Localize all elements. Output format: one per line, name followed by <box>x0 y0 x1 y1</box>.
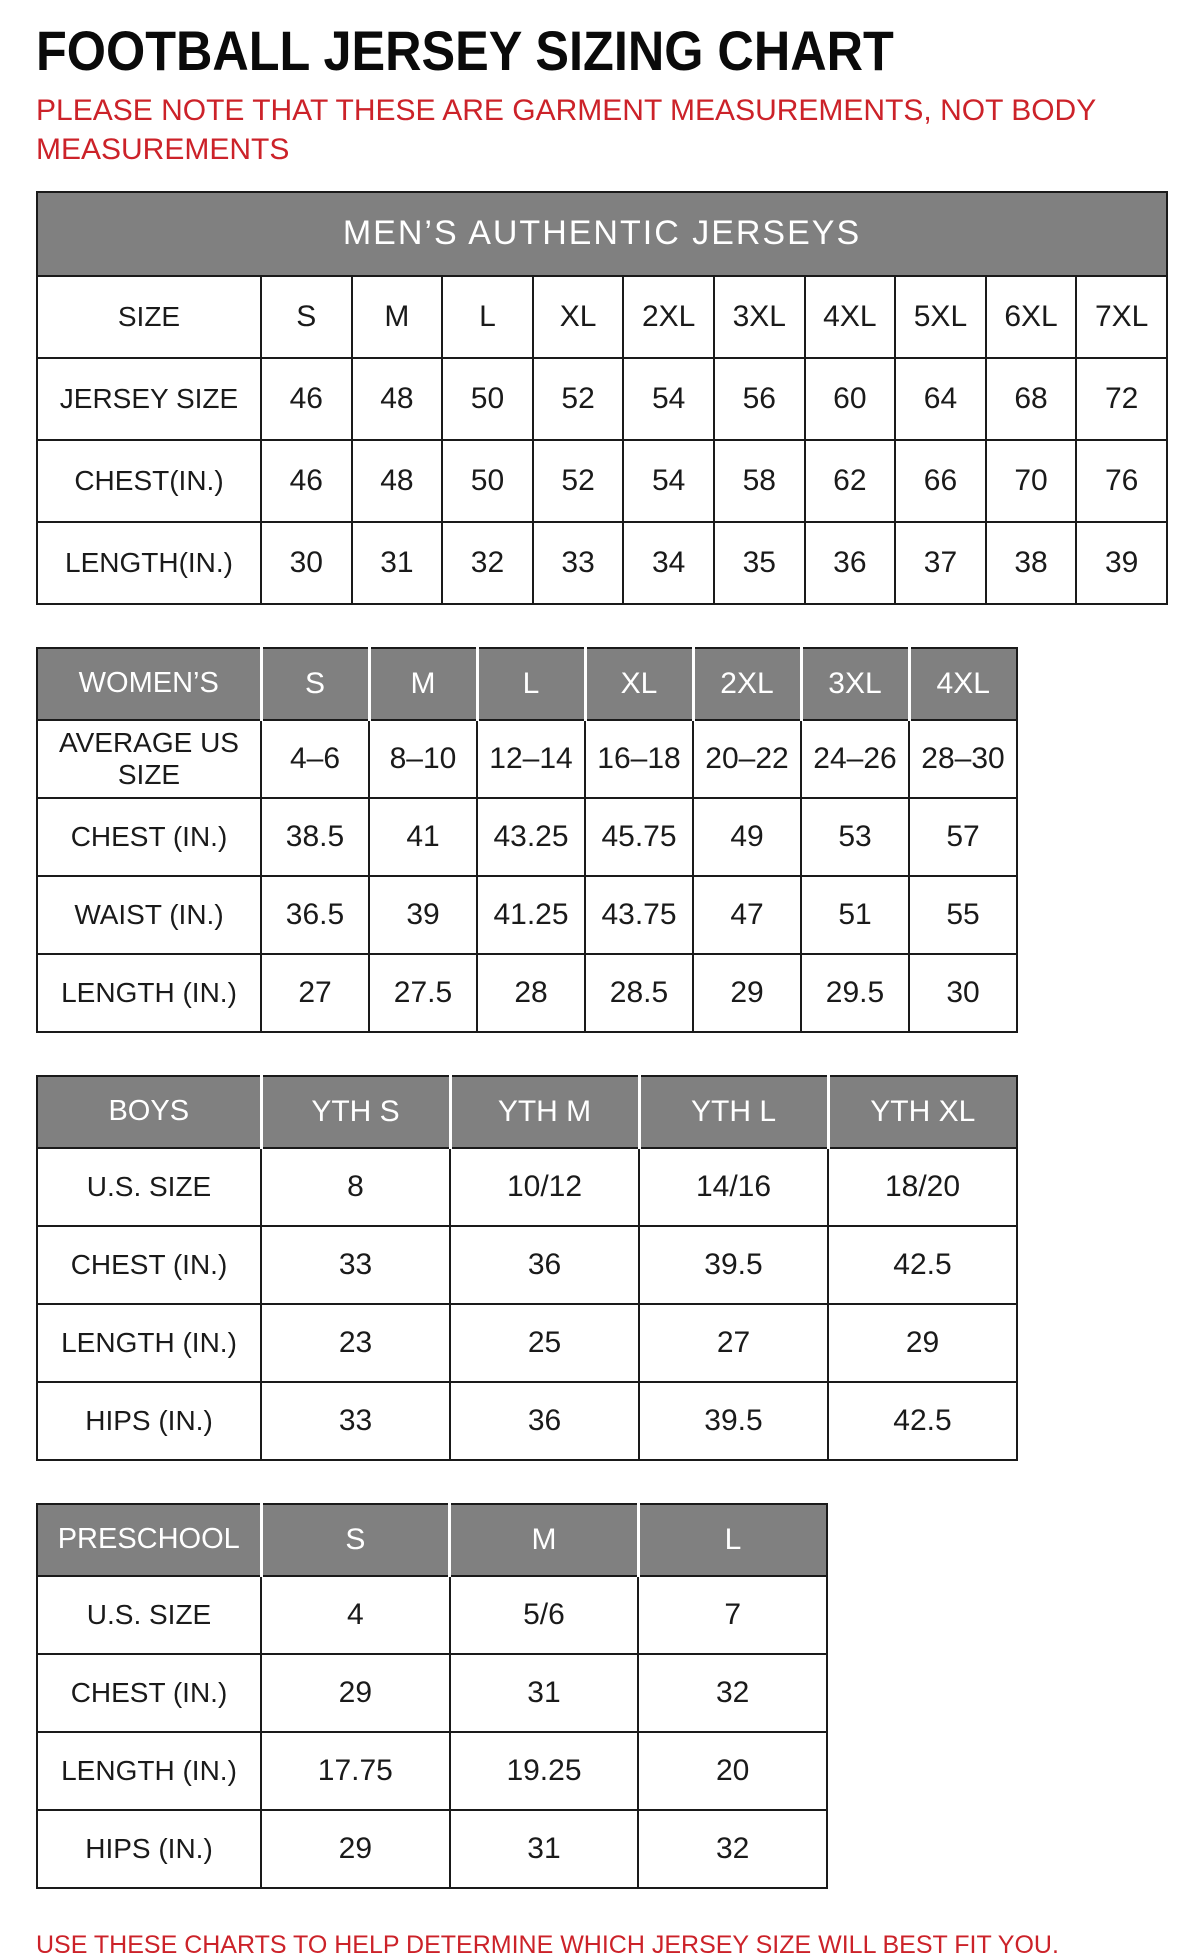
size-value-cell: 28 <box>477 954 585 1032</box>
row-label-cell: U.S. SIZE <box>37 1148 261 1226</box>
size-value-cell: 57 <box>909 798 1017 876</box>
size-value-cell: 38 <box>986 522 1077 604</box>
size-value-cell: 42.5 <box>828 1226 1017 1304</box>
row-label-cell: CHEST(IN.) <box>37 440 261 522</box>
size-value-cell: 32 <box>638 1810 827 1888</box>
size-value-cell: 29 <box>828 1304 1017 1382</box>
column-header-cell: XL <box>585 648 693 720</box>
size-value-cell: 19.25 <box>450 1732 639 1810</box>
size-value-cell: 56 <box>714 358 805 440</box>
mens-size-table <box>36 191 1168 605</box>
row-label-cell: U.S. SIZE <box>37 1576 261 1654</box>
size-value-cell: M <box>352 276 443 358</box>
size-value-cell: 51 <box>801 876 909 954</box>
size-value-cell: 18/20 <box>828 1148 1017 1226</box>
size-value-cell: 31 <box>450 1810 639 1888</box>
row-label-cell: LENGTH(IN.) <box>37 522 261 604</box>
size-value-cell: 3XL <box>714 276 805 358</box>
size-value-cell: 4XL <box>805 276 896 358</box>
garment-measurements-note: PLEASE NOTE THAT THESE ARE GARMENT MEASUREMENTS, NOT BODY MEASUREMENTS <box>36 93 1096 166</box>
column-header-cell: L <box>638 1504 827 1576</box>
size-value-cell: 29 <box>693 954 801 1032</box>
size-value-cell: 8 <box>261 1148 450 1226</box>
row-label-cell: AVERAGE US SIZE <box>37 720 261 798</box>
column-header-row <box>37 648 1017 720</box>
row-label-cell: LENGTH (IN.) <box>37 1732 261 1810</box>
column-header-cell: 3XL <box>801 648 909 720</box>
size-value-cell: 36 <box>450 1226 639 1304</box>
table-row <box>37 1226 1017 1304</box>
size-value-cell: 29.5 <box>801 954 909 1032</box>
size-value-cell: 48 <box>352 440 443 522</box>
row-label-cell: HIPS (IN.) <box>37 1810 261 1888</box>
size-value-cell: 39 <box>369 876 477 954</box>
boys-size-table <box>36 1075 1018 1461</box>
table-row <box>37 1732 827 1810</box>
table-row <box>37 1810 827 1888</box>
size-value-cell: 66 <box>895 440 986 522</box>
size-value-cell: 60 <box>805 358 896 440</box>
size-value-cell: 28–30 <box>909 720 1017 798</box>
column-header-row <box>37 1504 827 1576</box>
size-value-cell: 68 <box>986 358 1077 440</box>
size-value-cell: 70 <box>986 440 1077 522</box>
table-row <box>37 358 1167 440</box>
size-value-cell: 55 <box>909 876 1017 954</box>
size-value-cell: 38.5 <box>261 798 369 876</box>
size-value-cell: 62 <box>805 440 896 522</box>
size-value-cell: 52 <box>533 358 624 440</box>
table-row <box>37 954 1017 1032</box>
row-label-cell: LENGTH (IN.) <box>37 954 261 1032</box>
column-header-cell: YTH XL <box>828 1076 1017 1148</box>
size-value-cell: 53 <box>801 798 909 876</box>
size-value-cell: 20–22 <box>693 720 801 798</box>
size-value-cell: 72 <box>1076 358 1167 440</box>
table-row <box>37 720 1017 798</box>
size-value-cell: 39.5 <box>639 1382 828 1460</box>
size-value-cell: 37 <box>895 522 986 604</box>
preschool-size-table <box>36 1503 828 1889</box>
size-value-cell: 30 <box>909 954 1017 1032</box>
table-row <box>37 1304 1017 1382</box>
size-value-cell: 12–14 <box>477 720 585 798</box>
size-value-cell: 16–18 <box>585 720 693 798</box>
size-value-cell: 32 <box>638 1654 827 1732</box>
table-header-label: BOYS <box>37 1076 261 1148</box>
row-label-cell: SIZE <box>37 276 261 358</box>
size-value-cell: 8–10 <box>369 720 477 798</box>
size-value-cell: 32 <box>442 522 533 604</box>
size-value-cell: 2XL <box>623 276 714 358</box>
size-value-cell: 36.5 <box>261 876 369 954</box>
size-value-cell: XL <box>533 276 624 358</box>
table-row <box>37 1654 827 1732</box>
column-header-cell: M <box>369 648 477 720</box>
table-row <box>37 876 1017 954</box>
size-value-cell: 31 <box>352 522 443 604</box>
size-value-cell: 35 <box>714 522 805 604</box>
womens-size-table <box>36 647 1018 1033</box>
table-row <box>37 522 1167 604</box>
size-value-cell: 36 <box>805 522 896 604</box>
size-value-cell: 27 <box>639 1304 828 1382</box>
size-value-cell: 27.5 <box>369 954 477 1032</box>
table-row <box>37 276 1167 358</box>
size-value-cell: 4 <box>261 1576 450 1654</box>
size-value-cell: 39.5 <box>639 1226 828 1304</box>
row-label-cell: LENGTH (IN.) <box>37 1304 261 1382</box>
banner-row <box>37 192 1167 276</box>
size-value-cell: 54 <box>623 358 714 440</box>
size-value-cell: 50 <box>442 440 533 522</box>
size-value-cell: 23 <box>261 1304 450 1382</box>
column-header-cell: 2XL <box>693 648 801 720</box>
column-header-cell: L <box>477 648 585 720</box>
size-value-cell: 5/6 <box>450 1576 639 1654</box>
size-value-cell: 46 <box>261 358 352 440</box>
size-value-cell: 33 <box>261 1226 450 1304</box>
size-value-cell: 50 <box>442 358 533 440</box>
size-value-cell: 30 <box>261 522 352 604</box>
size-value-cell: 34 <box>623 522 714 604</box>
column-header-cell: YTH S <box>261 1076 450 1148</box>
table-row <box>37 1382 1017 1460</box>
row-label-cell: CHEST (IN.) <box>37 1226 261 1304</box>
column-header-cell: YTH M <box>450 1076 639 1148</box>
size-value-cell: 41 <box>369 798 477 876</box>
size-value-cell: 45.75 <box>585 798 693 876</box>
size-value-cell: 17.75 <box>261 1732 450 1810</box>
size-value-cell: 33 <box>533 522 624 604</box>
size-value-cell: 24–26 <box>801 720 909 798</box>
size-value-cell: 58 <box>714 440 805 522</box>
row-label-cell: WAIST (IN.) <box>37 876 261 954</box>
row-label-cell: JERSEY SIZE <box>37 358 261 440</box>
column-header-cell: YTH L <box>639 1076 828 1148</box>
table-banner: MEN’S AUTHENTIC JERSEYS <box>37 192 1167 276</box>
size-value-cell: 20 <box>638 1732 827 1810</box>
column-header-cell: M <box>450 1504 639 1576</box>
table-row <box>37 798 1017 876</box>
size-value-cell: 46 <box>261 440 352 522</box>
size-value-cell: 29 <box>261 1654 450 1732</box>
size-value-cell: 7 <box>638 1576 827 1654</box>
table-row <box>37 1148 1017 1226</box>
size-value-cell: 5XL <box>895 276 986 358</box>
size-value-cell: 4–6 <box>261 720 369 798</box>
table-header-label: PRESCHOOL <box>37 1504 261 1576</box>
size-value-cell: 6XL <box>986 276 1077 358</box>
size-value-cell: 39 <box>1076 522 1167 604</box>
column-header-row <box>37 1076 1017 1148</box>
sizing-chart-document <box>36 19 1160 1960</box>
page-title: FOOTBALL JERSEY SIZING CHART <box>36 19 894 82</box>
column-header-cell: S <box>261 1504 450 1576</box>
size-value-cell: 42.5 <box>828 1382 1017 1460</box>
size-value-cell: 10/12 <box>450 1148 639 1226</box>
column-header-cell: S <box>261 648 369 720</box>
size-value-cell: 28.5 <box>585 954 693 1032</box>
size-value-cell: 52 <box>533 440 624 522</box>
size-value-cell: 27 <box>261 954 369 1032</box>
row-label-cell: CHEST (IN.) <box>37 1654 261 1732</box>
size-value-cell: 76 <box>1076 440 1167 522</box>
size-value-cell: 29 <box>261 1810 450 1888</box>
size-value-cell: 25 <box>450 1304 639 1382</box>
table-header-label: WOMEN’S <box>37 648 261 720</box>
size-value-cell: 33 <box>261 1382 450 1460</box>
size-value-cell: 54 <box>623 440 714 522</box>
size-value-cell: L <box>442 276 533 358</box>
size-value-cell: 64 <box>895 358 986 440</box>
size-value-cell: 41.25 <box>477 876 585 954</box>
size-value-cell: 43.75 <box>585 876 693 954</box>
size-value-cell: S <box>261 276 352 358</box>
size-value-cell: 14/16 <box>639 1148 828 1226</box>
row-label-cell: CHEST (IN.) <box>37 798 261 876</box>
column-header-cell: 4XL <box>909 648 1017 720</box>
footer-note: USE THESE CHARTS TO HELP DETERMINE WHICH JERSEY SIZE WILL BEST FIT YOU. <box>36 1930 1059 1959</box>
size-value-cell: 48 <box>352 358 443 440</box>
size-value-cell: 49 <box>693 798 801 876</box>
table-row <box>37 440 1167 522</box>
size-value-cell: 36 <box>450 1382 639 1460</box>
size-tables-container <box>36 191 1160 1889</box>
size-value-cell: 31 <box>450 1654 639 1732</box>
table-row <box>37 1576 827 1654</box>
size-value-cell: 47 <box>693 876 801 954</box>
size-value-cell: 43.25 <box>477 798 585 876</box>
size-value-cell: 7XL <box>1076 276 1167 358</box>
row-label-cell: HIPS (IN.) <box>37 1382 261 1460</box>
